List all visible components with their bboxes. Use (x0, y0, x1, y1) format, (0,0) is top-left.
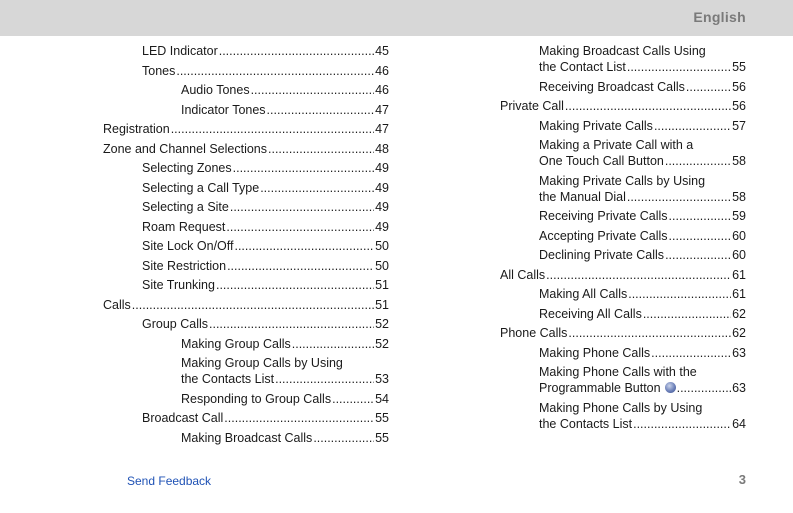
dot-leader (665, 247, 731, 263)
toc-entry-line (181, 336, 389, 352)
toc-entry-title (142, 43, 218, 59)
toc-entry-title-text: Accepting Private Calls (539, 228, 668, 243)
toc-entry[interactable] (142, 63, 389, 79)
toc-entry[interactable] (181, 355, 389, 387)
toc-entry-line (539, 306, 746, 322)
dot-leader (651, 345, 731, 361)
toc-entry[interactable] (539, 208, 746, 224)
toc-entry-line (103, 121, 389, 137)
toc-page-number: 51 (375, 278, 389, 292)
dot-leader (234, 238, 374, 254)
dot-leader (171, 121, 374, 137)
toc-page-number: 60 (732, 228, 746, 243)
toc-entry-line (539, 118, 746, 134)
toc-entry[interactable] (539, 400, 746, 432)
dot-leader (568, 325, 731, 341)
toc-entry-title-text: Group Calls (142, 317, 208, 331)
toc-page-number: 46 (375, 83, 389, 97)
toc-page-number: 53 (375, 372, 389, 386)
dot-leader (628, 286, 731, 302)
toc-entry-title: Making Private Calls by Using (539, 173, 706, 188)
toc-entry[interactable] (181, 102, 389, 118)
toc-entry-title-text: Making Phone Calls (539, 345, 651, 360)
toc-page-number: 49 (375, 180, 389, 195)
toc-entry[interactable] (142, 238, 389, 254)
toc-entry-title-text: Roam Request (142, 219, 226, 234)
toc-entry[interactable] (539, 364, 746, 396)
toc-entry-line (500, 98, 746, 114)
dot-leader (686, 79, 731, 95)
toc-entry-title (539, 380, 676, 396)
toc-page-number: 58 (732, 154, 746, 168)
toc-page-number: 49 (375, 200, 389, 214)
toc-entry-title-text: Selecting a Site (142, 200, 229, 214)
toc-entry[interactable] (142, 258, 389, 274)
toc-entry-title (142, 410, 223, 426)
toc-entry-title-text: Programmable Button (539, 381, 661, 395)
dot-leader (654, 118, 731, 134)
toc-page-number: 60 (732, 248, 746, 262)
toc-entry[interactable] (142, 277, 389, 293)
toc-entry-title-text: Responding to Group Calls (181, 391, 332, 406)
toc-entry-title (539, 59, 626, 75)
toc-entry-title (142, 277, 215, 293)
toc-entry-title-text: Tones (142, 63, 176, 78)
toc-entry[interactable] (103, 141, 389, 157)
toc-entry-title (142, 258, 226, 274)
toc-entry-line (539, 286, 746, 302)
toc-entry-line (539, 59, 746, 75)
toc-entry-title (181, 391, 331, 407)
toc-entry-line (181, 371, 389, 387)
toc-entry[interactable] (539, 247, 746, 263)
toc-entry-title (539, 79, 685, 95)
dot-leader (677, 380, 732, 396)
send-feedback-link[interactable]: Send Feedback (127, 474, 212, 488)
toc-entry-title-text: Site Trunking (142, 278, 215, 292)
toc-entry[interactable] (539, 118, 746, 134)
toc-entry-title-text: the Contacts List (539, 416, 633, 431)
toc-entry[interactable] (539, 306, 746, 322)
page-header (0, 0, 793, 36)
dot-leader (216, 277, 374, 293)
toc-page-number: 59 (732, 209, 746, 223)
toc-entry-line (181, 82, 389, 98)
toc-page-number: 64 (732, 416, 746, 431)
dot-leader (546, 267, 731, 283)
toc-entry-title-text: Site Lock On/Off (142, 239, 234, 253)
toc-page-number: 61 (732, 287, 746, 301)
toc-entry[interactable] (539, 173, 746, 205)
dot-leader (132, 297, 374, 313)
toc-entry-line (539, 153, 746, 169)
dot-leader (643, 306, 731, 322)
toc-page-number: 58 (732, 189, 746, 204)
toc-entry-line (142, 410, 389, 426)
toc-entry[interactable] (539, 345, 746, 361)
dot-leader (268, 141, 374, 157)
toc-page-number: 47 (375, 102, 389, 117)
toc-entry-title-text: Zone and Channel Selections (103, 141, 268, 156)
toc-entry[interactable] (142, 180, 389, 196)
toc-entry-line (142, 199, 389, 215)
toc-entry-title-text: LED Indicator (142, 44, 218, 58)
dot-leader (565, 98, 731, 114)
toc-entry-title-text: the Manual Dial (539, 189, 626, 204)
toc-entry-title-text: Receiving All Calls (539, 306, 642, 321)
toc-entry[interactable] (142, 316, 389, 332)
toc-entry-title-text: Declining Private Calls (539, 248, 665, 262)
toc-entry-title (181, 102, 266, 118)
dot-leader (665, 153, 731, 169)
toc-entry-line (539, 228, 746, 244)
toc-entry-title (142, 180, 259, 196)
dot-leader (633, 416, 731, 432)
toc-entry-title (500, 325, 567, 341)
toc-entry-title (500, 98, 564, 114)
toc-entry-title-text: Broadcast Call (142, 411, 224, 425)
toc-entry-line (142, 316, 389, 332)
dot-leader (176, 63, 374, 79)
dot-leader (226, 219, 374, 235)
toc-entry-line (181, 102, 389, 118)
toc-entry-title: Making Phone Calls by Using (539, 400, 703, 415)
toc-entry-title (539, 189, 626, 205)
toc-entry-title (142, 63, 175, 79)
toc-entry-title-text: Site Restriction (142, 258, 227, 273)
toc-entry-line (181, 391, 389, 407)
toc-page-number: 56 (732, 79, 746, 94)
toc-entry[interactable] (539, 43, 746, 75)
dot-leader (227, 258, 374, 274)
toc-entry[interactable] (142, 160, 389, 176)
toc-entry[interactable] (500, 98, 746, 114)
toc-entry-line (539, 416, 746, 432)
toc-entry-title (539, 228, 668, 244)
language-label: English (693, 9, 746, 25)
toc-entry-line (103, 297, 389, 313)
toc-entry-title (539, 416, 632, 432)
toc-page-number: 62 (732, 306, 746, 321)
toc-entry[interactable] (142, 199, 389, 215)
toc-entry-title-text: Calls (103, 297, 131, 312)
toc-page-number: 52 (375, 317, 389, 331)
toc-entry-title (181, 430, 312, 446)
toc-entry-title (142, 160, 232, 176)
toc-entry[interactable] (500, 325, 746, 341)
toc-entry-line (142, 63, 389, 79)
toc-entry-line (142, 160, 389, 176)
toc-entry-title (539, 247, 664, 263)
toc-page-number: 61 (732, 267, 746, 282)
toc-entry-title (103, 297, 131, 313)
toc-page-number: 63 (732, 345, 746, 360)
toc-entry-title-text: Making Private Calls (539, 118, 653, 133)
dot-leader (224, 410, 374, 426)
programmable-button-icon (665, 382, 676, 393)
toc-entry-line (539, 189, 746, 205)
toc-page-number: 63 (732, 381, 746, 395)
toc-page-number: 47 (375, 122, 389, 136)
toc-entry-title (539, 208, 668, 224)
toc-entry-line (539, 208, 746, 224)
toc-entry-line (500, 325, 746, 341)
dot-leader (209, 316, 374, 332)
toc-column-left (103, 43, 389, 449)
toc-entry-line (539, 247, 746, 263)
toc-entry-title-text: Making Group Calls (181, 336, 291, 351)
toc-entry-line (539, 345, 746, 361)
toc-entry[interactable] (539, 228, 746, 244)
toc-entry-line (142, 219, 389, 235)
toc-entry[interactable] (142, 43, 389, 59)
toc-page-number: 48 (375, 141, 389, 156)
dot-leader (313, 430, 374, 446)
toc-page-number: 49 (375, 219, 389, 234)
toc-page-number: 46 (375, 63, 389, 78)
toc-entry-line (142, 277, 389, 293)
toc-page-number: 45 (375, 44, 389, 58)
toc-entry-title-text: Making All Calls (539, 287, 628, 301)
toc-entry[interactable] (181, 82, 389, 98)
toc-entry[interactable] (181, 391, 389, 407)
toc-page-number: 54 (375, 391, 389, 406)
toc-entry-title-text: Receiving Private Calls (539, 209, 668, 223)
toc-entry-title (181, 371, 274, 387)
toc-entry[interactable] (142, 219, 389, 235)
toc-entry[interactable] (103, 297, 389, 313)
toc-page-number: 55 (375, 430, 389, 445)
toc-entry-title (142, 238, 233, 254)
toc-entry-title (103, 141, 267, 157)
toc-entry-title: Making a Private Call with a (539, 138, 694, 152)
toc-entry-title (103, 121, 170, 137)
toc-entry-title (142, 219, 225, 235)
toc-entry-title-text: Phone Calls (500, 326, 568, 340)
dot-leader (627, 189, 731, 205)
dot-leader (627, 59, 731, 75)
dot-leader (275, 371, 374, 387)
toc-entry[interactable] (500, 267, 746, 283)
dot-leader (230, 199, 374, 215)
dot-leader (233, 160, 374, 176)
toc-entry-line (539, 380, 746, 396)
toc-entry-title (142, 316, 208, 332)
toc-page-number: 55 (375, 411, 389, 425)
toc-entry-line (142, 258, 389, 274)
toc-entry-line (142, 43, 389, 59)
toc-entry-title: Making Broadcast Calls Using (539, 44, 706, 58)
toc-entry-line (181, 430, 389, 446)
toc-page-number: 56 (732, 99, 746, 113)
toc-entry[interactable] (539, 137, 746, 169)
toc-entry-line (103, 141, 389, 157)
toc-entry-title: Making Phone Calls with the (539, 365, 697, 379)
toc-entry-line (539, 79, 746, 95)
dot-leader (332, 391, 374, 407)
dot-leader (251, 82, 375, 98)
dot-leader (267, 102, 375, 118)
toc-page-number: 50 (375, 239, 389, 253)
toc-page-number: 51 (375, 297, 389, 312)
toc-entry-title (539, 306, 642, 322)
toc-entry-line (142, 238, 389, 254)
toc-entry-title-text: Making Broadcast Calls (181, 430, 313, 445)
dot-leader (260, 180, 374, 196)
toc-entry-title: Making Group Calls by Using (181, 356, 343, 370)
toc-entry-title-text: Receiving Broadcast Calls (539, 79, 685, 94)
toc-entry-title (539, 153, 664, 169)
toc-entry-title (539, 118, 653, 134)
toc-entry-title-text: Selecting Zones (142, 161, 232, 175)
toc-entry-title (181, 336, 291, 352)
toc-entry-title-text: Audio Tones (181, 83, 250, 97)
toc-entry-title-text: All Calls (500, 267, 546, 282)
toc-page-number: 57 (732, 118, 746, 133)
toc-entry-title-text: Registration (103, 122, 170, 136)
toc-entry[interactable] (181, 336, 389, 352)
dot-leader (669, 208, 732, 224)
toc-entry-title-text: One Touch Call Button (539, 154, 664, 168)
toc-entry[interactable] (539, 79, 746, 95)
dot-leader (219, 43, 374, 59)
toc-entry-title-text: the Contact List (539, 60, 626, 74)
toc-entry[interactable] (539, 286, 746, 302)
toc-page-number: 50 (375, 258, 389, 273)
toc-entry-title (539, 345, 650, 361)
dot-leader (669, 228, 732, 244)
toc-page-number: 52 (375, 336, 389, 351)
toc-page-number: 49 (375, 161, 389, 175)
toc-entry-title-text: Private Call (500, 99, 564, 113)
toc-entry-title (181, 82, 250, 98)
toc-page-number: 62 (732, 326, 746, 340)
toc-page-number: 55 (732, 60, 746, 74)
page-number: 3 (738, 472, 746, 487)
toc-entry-title (142, 199, 229, 215)
toc-column-right (500, 43, 746, 435)
toc-entry[interactable] (142, 410, 389, 426)
toc-entry-title-text: the Contacts List (181, 372, 275, 386)
toc-entry-title (500, 267, 545, 283)
toc-entry[interactable] (103, 121, 389, 137)
toc-entry-title-text: Selecting a Call Type (142, 180, 260, 195)
toc-entry-line (142, 180, 389, 196)
toc-entry-title-text: Indicator Tones (181, 102, 266, 117)
toc-entry-title (539, 286, 627, 302)
dot-leader (292, 336, 374, 352)
toc-entry[interactable] (181, 430, 389, 446)
toc-entry-line (500, 267, 746, 283)
